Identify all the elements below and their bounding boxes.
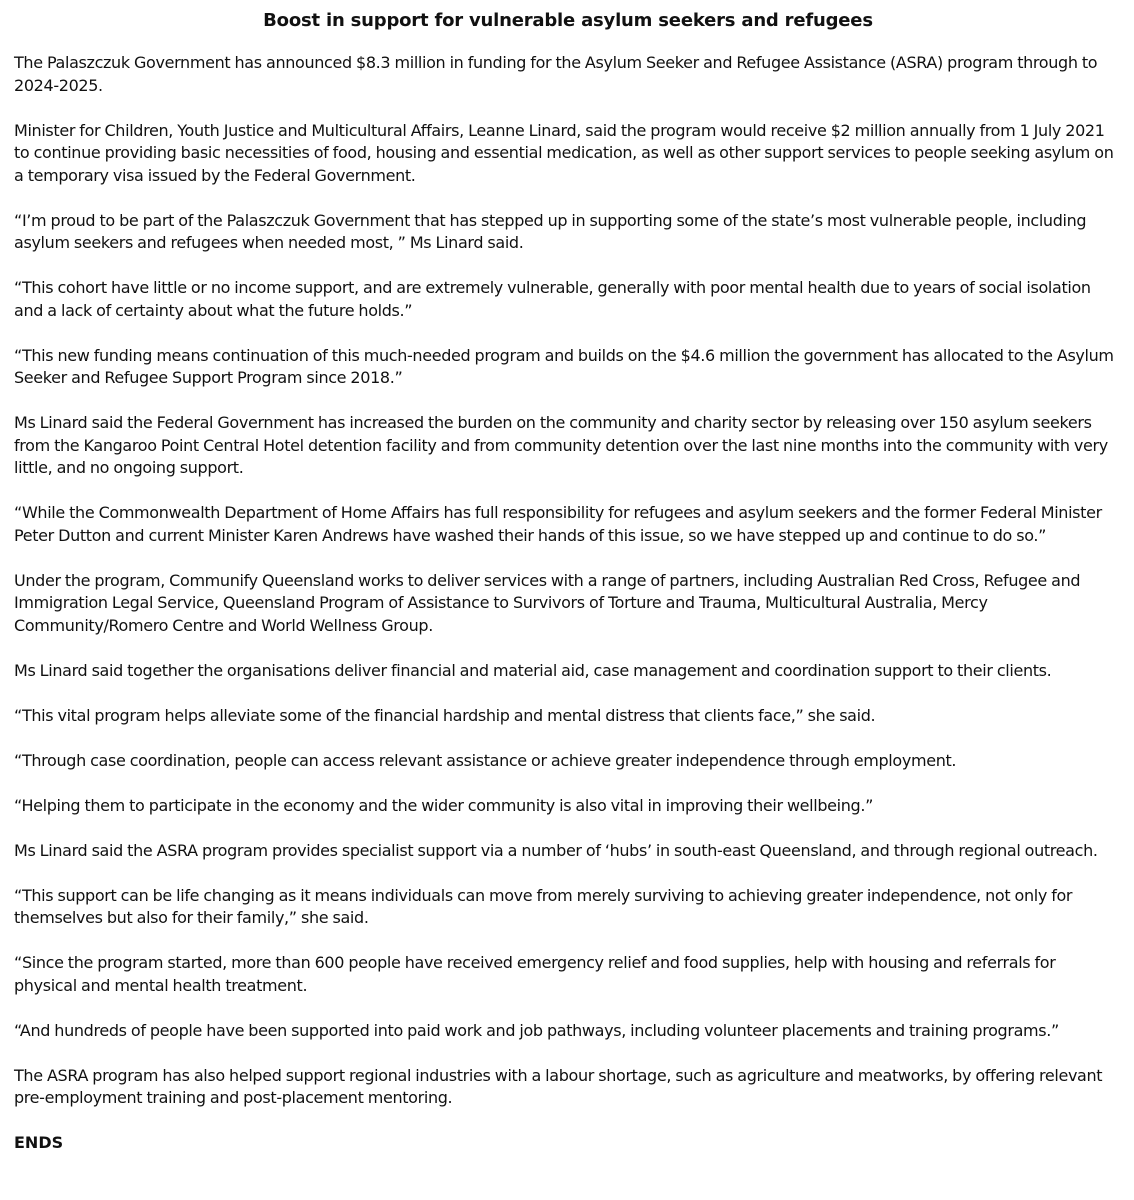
- paragraph: “This vital program helps alleviate some of the financial hardship and mental distress that clients face,” she said.: [14, 705, 876, 725]
- paragraph: “While the Commonwealth Department of Home Affairs has full responsibility for refugees and asylum seekers and the former Federal Minister Peter Dutton and current Minister Karen Andrews have washed their hands of this issue, so we have stepped up and continue to do so.”: [14, 503, 1102, 545]
- paragraph: Ms Linard said together the organisations deliver financial and material aid, case management and coordination support to their clients.: [14, 660, 1052, 680]
- paragraph: Minister for Children, Youth Justice and Multicultural Affairs, Leanne Linard, said the program would receive $2 million annually from 1 July 2021 to continue providing basic necessities of food, housing and essential medication, as well as other support services to people seeking asylum on a temporary visa issued by the Federal Government.: [14, 120, 1114, 185]
- paragraph: “Since the program started, more than 600 people have received emergency relief and food supplies, help with housing and referrals for physical and mental health treatment.: [14, 953, 1056, 995]
- paragraph: The ASRA program has also helped support regional industries with a labour shortage, such as agriculture and meatworks, by offering relevant pre-employment training and post-placement mentoring.: [14, 1065, 1103, 1107]
- paragraph: “And hundreds of people have been supported into paid work and job pathways, including volunteer placements and training programs.”: [14, 1020, 1059, 1040]
- article-body: [14, 52, 1122, 1155]
- paragraph: “I’m proud to be part of the Palaszczuk Government that has stepped up in supporting some of the state’s most vulnerable people, including asylum seekers and refugees when needed most, ” Ms Linard said.: [14, 210, 1087, 252]
- paragraph: The Palaszczuk Government has announced $8.3 million in funding for the Asylum Seeker and Refugee Assistance (ASRA) program through to 2024-2025.: [14, 53, 1098, 95]
- paragraph: “This new funding means continuation of this much-needed program and builds on the $4.6 million the government has allocated to the Asylum Seeker and Refugee Support Program since 2018.”: [14, 345, 1114, 387]
- page-title: Boost in support for vulnerable asylum seekers and refugees: [263, 10, 873, 31]
- paragraph: “Helping them to participate in the economy and the wider community is also vital in improving their wellbeing.”: [14, 795, 874, 815]
- paragraph: “This cohort have little or no income support, and are extremely vulnerable, generally with poor mental health due to years of social isolation and a lack of certainty about what the future holds.”: [14, 278, 1091, 320]
- paragraph: Ms Linard said the ASRA program provides specialist support via a number of ‘hubs’ in south-east Queensland, and through regional outreach.: [14, 840, 1098, 860]
- paragraph: “Through case coordination, people can access relevant assistance or achieve greater independence through employment.: [14, 750, 957, 770]
- ends-marker: ENDS: [14, 1133, 64, 1152]
- paragraph: Ms Linard said the Federal Government has increased the burden on the community and charity sector by releasing over 150 asylum seekers from the Kangaroo Point Central Hotel detention facility and from community detention over the last nine months into the community with very little, and no ongoing support.: [14, 413, 1108, 477]
- paragraph: Under the program, Communify Queensland works to deliver services with a range of partners, including Australian Red Cross, Refugee and Immigration Legal Service, Queensland Program of Assistance to Survivors of Torture and Trauma, Multicultural Australia, Mercy Community/Romero Centre and World Wellness Group.: [14, 570, 1081, 635]
- paragraph: “This support can be life changing as it means individuals can move from merely surviving to achieving greater independence, not only for themselves but also for their family,” she said.: [14, 885, 1073, 927]
